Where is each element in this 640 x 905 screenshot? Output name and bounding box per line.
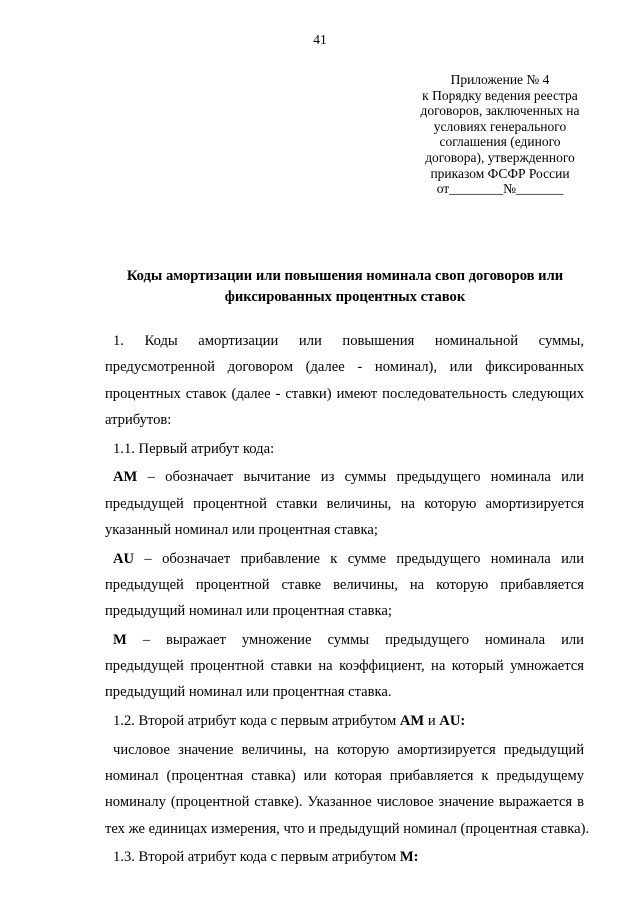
- code-am: AM: [113, 469, 138, 486]
- appendix-line: от________№_______: [436, 181, 564, 197]
- title-line: фиксированных процентных ставок: [224, 289, 466, 305]
- paragraph-line: процентных ставок (далее - ставки) имеют последовательность следующих: [105, 385, 584, 402]
- code-m: M:: [399, 849, 419, 866]
- paragraph-line: предусмотренной договором (далее - номинал), или фиксированных: [105, 359, 584, 376]
- appendix-line: условиях генерального: [433, 118, 567, 134]
- paragraph-line: указанный номинал или процентная ставка;: [105, 521, 378, 538]
- definition-line-au: [105, 546, 584, 572]
- appendix-line: договора), утвержденного: [425, 149, 575, 165]
- subsection-heading: [105, 708, 584, 734]
- paragraph-line: предыдущий номинал или процентная ставка;: [105, 603, 392, 620]
- subsection-text: 1.2. Второй атрибут кода с первым атрибутом: [113, 713, 400, 730]
- appendix-line: приказом ФСФР России: [430, 165, 570, 181]
- paragraph-line: числовое значение величины, на которую амортизируется предыдущий: [113, 741, 584, 758]
- subsection-text: 1.3. Второй атрибут кода с первым атрибутом: [113, 849, 400, 866]
- definition-line-m: [105, 627, 584, 653]
- document-title: [100, 266, 590, 308]
- paragraph-line: тех же единицах измерения, что и предыдущий номинал (процентная ставка).: [105, 820, 590, 837]
- paragraph-line: 1. Коды амортизации или повышения номинальной суммы,: [113, 333, 584, 349]
- paragraph-line: предыдущей процентной ставки на коэффициент, на который умножается: [105, 658, 584, 675]
- appendix-line: соглашения (единого: [439, 134, 561, 150]
- code-au: AU:: [439, 713, 466, 730]
- conjunction: и: [424, 713, 440, 730]
- title-line: Коды амортизации или повышения номинала своп договоров или: [126, 268, 564, 284]
- definition-text: – выражает умножение суммы предыдущего номинала или: [126, 631, 584, 648]
- paragraph-line: предыдущей процентной ставки величины, на которую амортизируется: [105, 495, 584, 512]
- appendix-line: Приложение № 4: [450, 72, 550, 87]
- paragraph-line: номинал (процентная ставка) или которая прибавляется к предыдущему: [105, 768, 584, 785]
- page-number: 41: [313, 32, 327, 47]
- code-au: AU: [113, 550, 135, 567]
- code-m: M: [113, 631, 127, 648]
- definition-text: – обозначает вычитание из суммы предыдущего номинала или: [137, 469, 584, 486]
- subsection-heading: [105, 844, 584, 870]
- paragraph-line: предыдущей процентной ставке величины, на которую прибавляется: [105, 576, 584, 593]
- definition-text: – обозначает прибавление к сумме предыдущего номинала или: [134, 550, 584, 567]
- paragraph-line: атрибутов:: [105, 411, 172, 428]
- paragraph-line: номиналу (процентной ставке). Указанное числовое значение выражается в: [105, 794, 584, 811]
- subsection-heading: 1.1. Первый атрибут кода:: [113, 440, 275, 457]
- document-body: [105, 328, 590, 871]
- code-am: AM: [399, 713, 425, 730]
- appendix-line: договоров, заключенных на: [420, 103, 580, 119]
- appendix-header: [392, 72, 608, 197]
- paragraph-line: предыдущий номинал или процентная ставка.: [105, 684, 392, 701]
- appendix-line: к Порядку ведения реестра: [422, 87, 578, 103]
- definition-line-am: [105, 464, 584, 490]
